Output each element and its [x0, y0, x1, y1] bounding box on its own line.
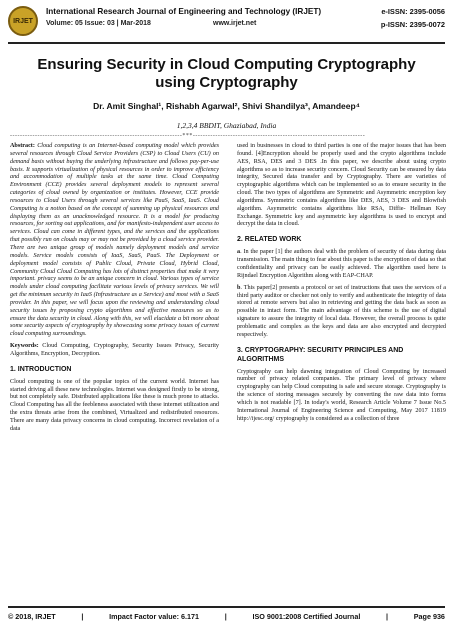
eissn: e-ISSN: 2395-0056 — [381, 7, 445, 16]
paper-affiliation: 1,2,3,4 BBDIT, Ghaziabad, India — [176, 121, 277, 130]
keywords-text: Cloud Computing, Cryptography, Security Issues Privacy, Security Algorithms, Encryption, Decryption. — [10, 343, 219, 357]
footer-copyright: © 2018, IRJET — [8, 612, 56, 621]
item-a-label: a — [237, 249, 241, 256]
abstract-label: Abstract: — [10, 143, 35, 149]
footer-iso: ISO 9001:2008 Certified Journal — [252, 612, 361, 621]
journal-volume: Volume: 05 Issue: 03 | Mar-2018 — [46, 20, 151, 27]
right-column — [237, 143, 446, 427]
separator-line: ---------------------------------------------------------------------***--------------------------------------------------------------------- — [10, 133, 366, 139]
footer-impact: Impact Factor value: 6.171 — [109, 612, 199, 621]
keywords-label: Keywords: — [10, 343, 39, 350]
abstract — [10, 143, 219, 339]
abstract-text: Cloud computing is an Internet-based computing model which provides several resources through Cloud Service Providers (CSP) to Cloud Users (CU) on demand basis without buying the underlying infrastructure and follows pay-per-use basis. It supports virtualization of physical resources in order to improve efficiency and accommodation of multiple tasks at the same time. Cloud Computing Environment (CCE) provides several deployment models to represent several categories of cloud owned by organization or institutes. However, CCE provide resources to Cloud Users through several services like PaaS, SaaS, IaaS. Cloud Computing is a notion based on the concept of summing up physical resources and displaying them as an unacknowledged resource. It is a model for producing resources, for sorting out applications, and for manifesto-independent user access to services. Cloud can come in different types, and the services and the applications that possibly run on clouds may or may not be provided by a cloud service provider. There are two unique group of models namely deployment models and service models. Service models consists of IaaS, SaaS, PaaS. The Deployment or deployment model consists of Public Cloud, Private Cloud, Hybrid Cloud, Community Cloud Cloud Computing has lots of distinct properties that make it very important. privacy seems to be an unique concern in cloud. Various types of service models under cloud computing facilitate various levels of privacy services. We will get the minimum security in IaaS (Infrastructure as a Service) and most with a SaaS provider. In this paper, we will focus upon the reviewing and understanding cloud security issues by proposing crypto algorithms and effective measures so as to ensure the data security in cloud. Along with this, we will elucidate a bit more about some security aspects of cryptography by showcasing some privacy issues of current cloud computing surroundings. — [10, 143, 219, 338]
item-a-text: . In the paper [1] the authors deal with the problem of security of data during data transmission. The main thing to fear about this paper is the encryption of data so that confidentiality and privacy can be easily achieved. The algorithm used here is Rijndael Encryption Algorithm along with EAP-CHAP. — [237, 249, 446, 279]
cryptography-text: Cryptography can help dawning integration of Cloud Computing by increased number of privacy related companies. The primary level of privacy where cryptography can help Cloud computing is safe and secure storage. Cryptography is the science of storing messages securely by converting the raw data into forms which is not readable [7]. In today's world, Research Article Volume 7 Issue No.5 International Journal of Engineering Science and Computing, May 2017 11819 http://ijesc.org/ cryptography is considered as a collection of three — [237, 368, 446, 422]
journal-website[interactable]: www.irjet.net — [213, 20, 257, 27]
related-work-heading: 2. RELATED WORK — [237, 236, 302, 244]
related-work-b — [237, 285, 446, 340]
item-b-text: . This paper[2] presents a protocol or set of instructions that uses the services of a third party auditor or checker not only to verify and authenticate the integrity of data stored at remote servers but also in retrieving and getting the data back as soon as possible in intact form. The main advantage of this scheme is the use of digital signature to assure the integrity of local data. However, the overall process is quite problematic and complex as the keys and data are also encrypted and decrypted respectively. — [237, 284, 446, 338]
header-rule — [8, 42, 445, 44]
footer-divider-icon: | — [386, 612, 389, 621]
footer-divider-icon: | — [81, 612, 84, 621]
footer-divider-icon: | — [224, 612, 227, 621]
footer-rule — [8, 606, 445, 608]
footer-page: Page 936 — [413, 612, 445, 621]
intro-continued: used in businesses in cloud to third parties is one of the major issues that has been found. [4]Encryption should be properly used and the crypto algorithms include AES, RSA, DES and 3 DES .In this paper, we describe about using crypto algorithms so as to increase security concern. Cloud Security can be ensured by data integrity, Secured data transfer and by Cryptography. There are varieties of cryptographic algorithms which can be implemented so as to ensure security in the cloud. The two types of algorithms are Symmetric and Asymmetric encryption key algorithms. Symmetric contains algorithms like DES, AES, 3 DES and Blowfish algorithm. Asymmetric contains algorithms like RSA, Diffie- Hellman Key Exchange. Symmetric key and asymmetric key algorithms is used to encrypt and decrypt the data in cloud. — [237, 143, 446, 228]
pissn: p-ISSN: 2395-0072 — [380, 20, 445, 29]
introduction-heading: 1. INTRODUCTION — [10, 365, 72, 373]
item-b-label: b — [237, 284, 241, 291]
journal-title: International Research Journal of Engineering and Technology (IRJET) — [46, 7, 322, 16]
irjet-logo — [8, 6, 38, 36]
journal-header — [8, 6, 445, 40]
page-footer — [8, 612, 445, 621]
left-column — [10, 143, 219, 438]
related-work-a — [237, 249, 446, 280]
paper-authors: Dr. Amit Singhal¹, Rishabh Agarwal², Shivi Shandilya³, Amandeep⁴ — [93, 101, 360, 111]
paper-title: Ensuring Security in Cloud Computing Cryptography using Cryptography — [37, 56, 416, 91]
keywords — [10, 343, 219, 359]
introduction-text: Cloud computing is one of the popular topics of the current world. Internet has started driving all these new technologies. Internet was designed firstly to be strong, but not completely safe. Distributed applications like these is much prone to attacks. Cloud Computing has all the feebleness associated with these internet utilization and the extra threats arise from the combined, Virtualized and redistributed resources. There are many data privacy concerns in cloud computing. Incorrect revelation of a data — [10, 378, 219, 432]
logo-text: IRJET — [13, 17, 33, 25]
cryptography-heading: 3. CRYPTOGRAPHY: SECURITY PRINCIPLES AND ALGORITHMS — [237, 346, 404, 363]
